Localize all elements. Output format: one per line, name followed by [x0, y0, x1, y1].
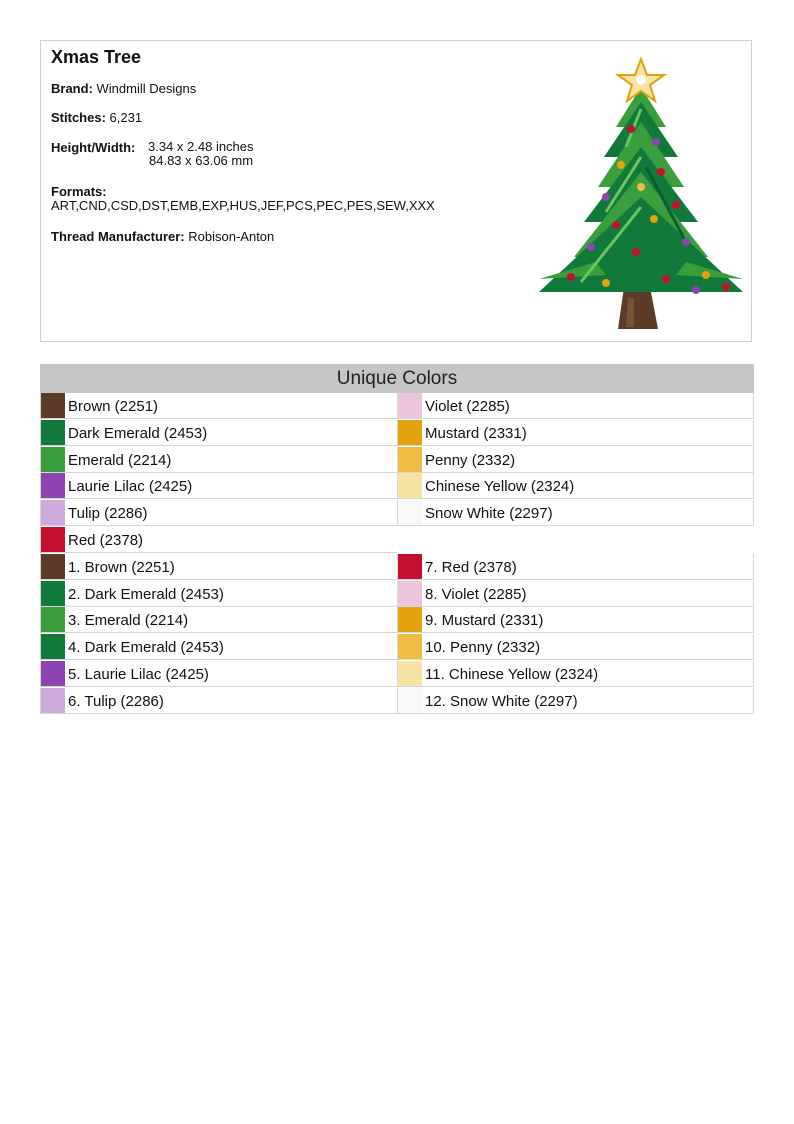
- color-sequence-row: [40, 688, 397, 714]
- color-swatch: [41, 447, 65, 472]
- color-label: Red (2378): [68, 532, 144, 549]
- unique-color-row: [397, 393, 754, 419]
- color-swatch: [41, 554, 65, 579]
- color-swatch: [398, 607, 422, 632]
- christmas-tree-icon: [536, 47, 746, 337]
- color-label: 11. Chinese Yellow (2324): [425, 666, 599, 683]
- brand-value: Windmill Designs: [96, 81, 197, 96]
- unique-color-row: [397, 447, 754, 473]
- unique-color-row: [397, 420, 754, 446]
- color-sequence-row: [397, 581, 754, 607]
- color-swatch: [41, 393, 65, 418]
- unique-color-row: [40, 473, 397, 499]
- color-swatch: [398, 634, 422, 659]
- height-width-field: [51, 140, 135, 155]
- stitches-value: 6,231: [109, 110, 143, 125]
- design-title: Xmas Tree: [51, 47, 142, 67]
- color-swatch: [398, 661, 422, 686]
- color-swatch: [398, 473, 422, 498]
- color-label: Laurie Lilac (2425): [68, 478, 193, 496]
- color-sequence-row: [40, 661, 397, 687]
- unique-color-row: [40, 420, 397, 446]
- color-label: Emerald (2214): [68, 451, 172, 469]
- color-swatch: [398, 500, 422, 525]
- color-label: 8. Violet (2285): [425, 585, 527, 603]
- thread-manufacturer-field: [51, 229, 274, 244]
- color-label: 4. Dark Emerald (2453): [68, 639, 224, 657]
- color-label: 12. Snow White (2297): [425, 692, 578, 710]
- color-label: 10. Penny (2332): [425, 639, 541, 657]
- color-sequence-row: [40, 581, 397, 607]
- unique-colors-table: [40, 364, 754, 716]
- thread-manufacturer-label: Thread Manufacturer:: [51, 229, 185, 244]
- color-label: Dark Emerald (2453): [68, 424, 208, 442]
- color-swatch: [41, 473, 65, 498]
- formats-label: Formats:: [51, 184, 107, 199]
- color-label: 5. Laurie Lilac (2425): [68, 666, 209, 683]
- unique-colors-header: Unique Colors: [40, 364, 754, 393]
- color-label: Tulip (2286): [68, 505, 148, 523]
- height-width-label: Height/Width:: [51, 140, 136, 155]
- color-swatch: [41, 500, 65, 525]
- color-grid: [40, 393, 754, 716]
- color-label: Penny (2332): [425, 451, 516, 469]
- color-swatch: [398, 581, 422, 606]
- height-width-mm: 84.83 x 63.06 mm: [149, 153, 254, 168]
- color-label: 7. Red (2378): [425, 558, 517, 576]
- color-swatch: [41, 607, 65, 632]
- color-swatch: [41, 634, 65, 659]
- color-label: 2. Dark Emerald (2453): [68, 585, 224, 603]
- design-info-panel: [40, 40, 752, 342]
- stitches-label: Stitches:: [51, 110, 106, 125]
- color-swatch: [41, 661, 65, 686]
- color-label: Mustard (2331): [425, 424, 527, 442]
- color-sequence-row: [397, 688, 754, 714]
- color-label: Snow White (2297): [425, 505, 553, 523]
- color-swatch: [398, 554, 422, 579]
- color-swatch: [41, 688, 65, 713]
- color-swatch: [398, 688, 422, 713]
- color-label: Chinese Yellow (2324): [425, 478, 575, 496]
- color-swatch: [398, 420, 422, 445]
- color-swatch: [41, 581, 65, 606]
- color-sequence-row: [397, 554, 754, 580]
- height-width-inches: 3.34 x 2.48 inches: [148, 139, 254, 154]
- color-label: 3. Emerald (2214): [68, 612, 189, 630]
- stitches-field: [51, 110, 142, 125]
- color-swatch: [41, 420, 65, 445]
- color-sequence-row: [397, 661, 754, 687]
- color-swatch: [398, 447, 422, 472]
- color-sequence-row: [40, 554, 397, 580]
- color-sequence-row: [40, 634, 397, 660]
- color-label: 6. Tulip (2286): [68, 692, 164, 710]
- formats-value: ART,CND,CSD,DST,EMB,EXP,HUS,JEF,PCS,PEC,PES,SEW,XXX: [51, 198, 435, 213]
- brand-label: Brand:: [51, 81, 93, 96]
- unique-color-row: [397, 500, 754, 526]
- color-label: 1. Brown (2251): [68, 558, 175, 576]
- unique-color-row: [397, 473, 754, 499]
- unique-color-row: [40, 393, 397, 419]
- color-sequence-row: [397, 607, 754, 633]
- color-label: 9. Mustard (2331): [425, 612, 544, 630]
- brand-field: [51, 81, 196, 96]
- thread-manufacturer-value: Robison-Anton: [188, 229, 275, 244]
- height-width-values: [148, 140, 254, 168]
- color-label: Violet (2285): [425, 398, 510, 415]
- color-swatch: [41, 527, 65, 552]
- color-swatch: [398, 393, 422, 418]
- unique-color-row: [40, 527, 397, 553]
- color-sequence-row: [397, 634, 754, 660]
- unique-color-row: [40, 447, 397, 473]
- color-sequence-row: [40, 607, 397, 633]
- color-label: Brown (2251): [68, 398, 159, 415]
- unique-color-row: [40, 500, 397, 526]
